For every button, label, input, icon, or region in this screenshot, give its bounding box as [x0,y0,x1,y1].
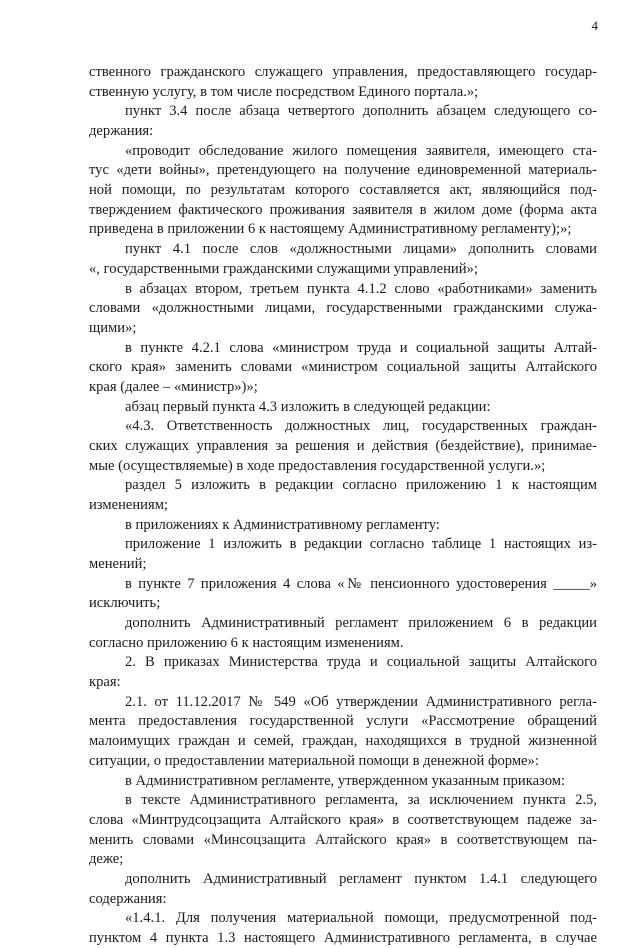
text-line: изменениям; [89,497,168,513]
text-line: приложение 1 изложить в редакции согласно таблице 1 настоящих из- [125,536,597,553]
text-line: в пункте 7 приложения 4 слова «№ пенсионного удостоверения _____» [125,575,597,592]
text-line: дополнить Административный регламент приложением 6 в редакции [125,615,597,631]
text-line: словами «должностными лицами, государственными гражданскими служа- [89,300,597,317]
text-line: абзац первый пункта 4.3 изложить в следующей редакции: [125,398,491,415]
text-line: края: [89,674,121,691]
text-line: согласно приложению 6 к настоящим изменениям. [89,634,404,651]
text-line: держания: [89,123,154,139]
text-line: ситуации, о предоставлении материальной помощи в денежной форме»: [89,752,539,769]
text-line: пункт 3.4 после абзаца четвертого дополнить абзацем следующего со- [125,103,597,120]
text-line: 2.1. от 11.12.2017 № 549 «Об утверждении Административного регла- [125,693,597,710]
text-line: ственную услугу, в том числе посредством Единого портала.»; [89,83,479,100]
text-line: «проводит обследование жилого помещения заявителя, имеющего ста- [125,142,597,159]
text-line: 2. В приказах Министерства труда и социальной защиты Алтайского [125,654,597,671]
text-line: содержания: [89,890,167,907]
text-line: приведена в приложении 6 к настоящему Административному регламенту);»; [89,221,572,238]
text-line: ских служащих управления за решения и действия (бездействие), принимае- [89,437,597,454]
text-line: в абзацах втором, третьем пункта 4.1.2 слово «работниками» заменить [125,280,597,297]
text-line: исключить; [89,595,161,612]
text-line: мента предоставления государственной услуги «Рассмотрение обращений [89,713,597,730]
text-line: тверждением фактического проживания заявителя в жилом доме (форма акта [89,201,597,218]
text-line: тус «дети войны», претендующего на получение единовременной материаль- [89,162,597,179]
text-line: менений; [89,556,147,572]
text-line: дополнить Административный регламент пунктом 1.4.1 следующего [125,870,597,887]
text-line: в приложениях к Административному регламенту: [125,516,440,533]
page-number: 4 [591,18,598,33]
text-line: малоимущих граждан и семей, граждан, находящихся в трудной жизненной [89,733,597,750]
text-line: щими»; [89,319,137,336]
text-line: «1.4.1. Для получения материальной помощи, предусмотренной под- [125,910,597,927]
text-line: ной помощи, по результатам которого составляется акт, являющийся под- [89,182,597,199]
text-line: в пункте 4.2.1 слова «министром труда и социальной защиты Алтай- [125,339,597,356]
text-line: раздел 5 изложить в редакции согласно приложению 1 к настоящим [125,477,597,494]
text-line: слова «Минтрудсоцзащита Алтайского края» в соответствующем падеже за- [89,811,597,828]
text-line: ского края» заменить словами «министром социальной защиты Алтайского [89,359,597,376]
text-line: пункт 4.1 после слов «должностными лицами» дополнить словами [125,241,597,258]
text-line: в тексте Административного регламента, за исключением пункта 2.5, [125,792,597,809]
text-line: менить словами «Минсоцзащита Алтайского края» в соответствующем па- [89,831,597,848]
text-line: «, государственными гражданскими служащими управлений»; [89,260,478,277]
text-line: ственного гражданского служащего управления, предоставляющего государ- [89,64,597,80]
text-line: мые (осуществляемые) в ходе предоставления государственной услуги.»; [89,457,546,474]
text-line: пунктом 4 пункта 1.3 настоящего Административного регламента, в случае [89,929,597,946]
text-line: в Административном регламенте, утвержденном указанным приказом: [125,772,566,789]
text-line: края (далее – «министр»)»; [89,378,258,395]
text-line: «4.3. Ответственность должностных лиц, государственных граждан- [125,418,597,435]
text-line: деже; [89,851,124,868]
